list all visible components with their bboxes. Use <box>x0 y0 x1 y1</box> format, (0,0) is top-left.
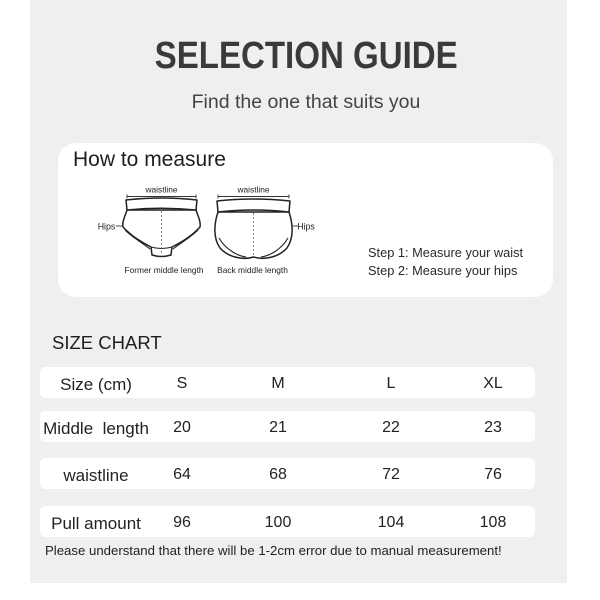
row-label: waistline <box>63 466 129 485</box>
how-to-measure-heading: How to measure <box>73 148 226 171</box>
back-hips-label: Hips <box>297 221 315 232</box>
size-chart-heading: SIZE CHART <box>52 332 162 353</box>
waistline-value-xl: 76 <box>484 466 502 483</box>
middle-length-value-m: 21 <box>269 419 287 436</box>
size-chart-row-waistline <box>40 458 535 489</box>
middle-length-value-s: 20 <box>173 419 191 436</box>
back-waistline-label: waistline <box>237 184 270 195</box>
title-container <box>106 33 506 79</box>
front-middle-length-label: Former middle length <box>124 265 204 275</box>
row-label: Size (cm) <box>60 375 132 394</box>
back-brief-waistband <box>217 199 290 212</box>
front-brief-illustration <box>98 185 204 276</box>
step-1-text: Step 1: Measure your waist <box>368 245 524 260</box>
page-subtitle: Find the one that suits you <box>191 91 421 113</box>
back-waist-measure-line <box>218 195 289 199</box>
front-brief-waistband <box>126 198 197 210</box>
measure-steps <box>368 244 523 280</box>
front-hips-label: Hips <box>97 221 116 232</box>
size-value-s: S <box>176 375 188 392</box>
measurement-illustration <box>90 183 330 280</box>
size-chart-row-middle-length <box>40 411 535 442</box>
pull-amount-value-l: 104 <box>377 514 405 531</box>
back-middle-length-label: Back middle length <box>217 265 288 275</box>
middle-length-value-xl: 23 <box>484 419 502 436</box>
middle-length-value-l: 22 <box>382 419 400 436</box>
measurement-error-note: Please understand that there will be 1-2cm error due to manual measurement! <box>45 543 502 558</box>
step-2-text: Step 2: Measure your hips <box>368 263 518 278</box>
size-chart-row-pull-amount <box>40 506 535 537</box>
how-to-measure-card <box>58 143 553 297</box>
page-title: SELECTION GUIDE <box>154 35 458 77</box>
size-value-xl: XL <box>483 375 503 392</box>
pull-amount-value-xl: 108 <box>479 514 507 531</box>
waistline-value-l: 72 <box>382 466 400 483</box>
pull-amount-value-s: 96 <box>173 514 191 531</box>
row-label: Middle length <box>43 419 149 438</box>
waistline-value-s: 64 <box>173 466 191 483</box>
size-chart-row-size <box>40 367 535 398</box>
front-waistline-label: waistline <box>145 184 178 195</box>
row-label: Pull amount <box>51 514 141 533</box>
size-value-l: L <box>386 375 396 392</box>
waistline-value-m: 68 <box>269 466 287 483</box>
size-value-m: M <box>271 375 285 392</box>
back-brief-illustration <box>215 185 316 276</box>
pull-amount-value-m: 100 <box>264 514 292 531</box>
